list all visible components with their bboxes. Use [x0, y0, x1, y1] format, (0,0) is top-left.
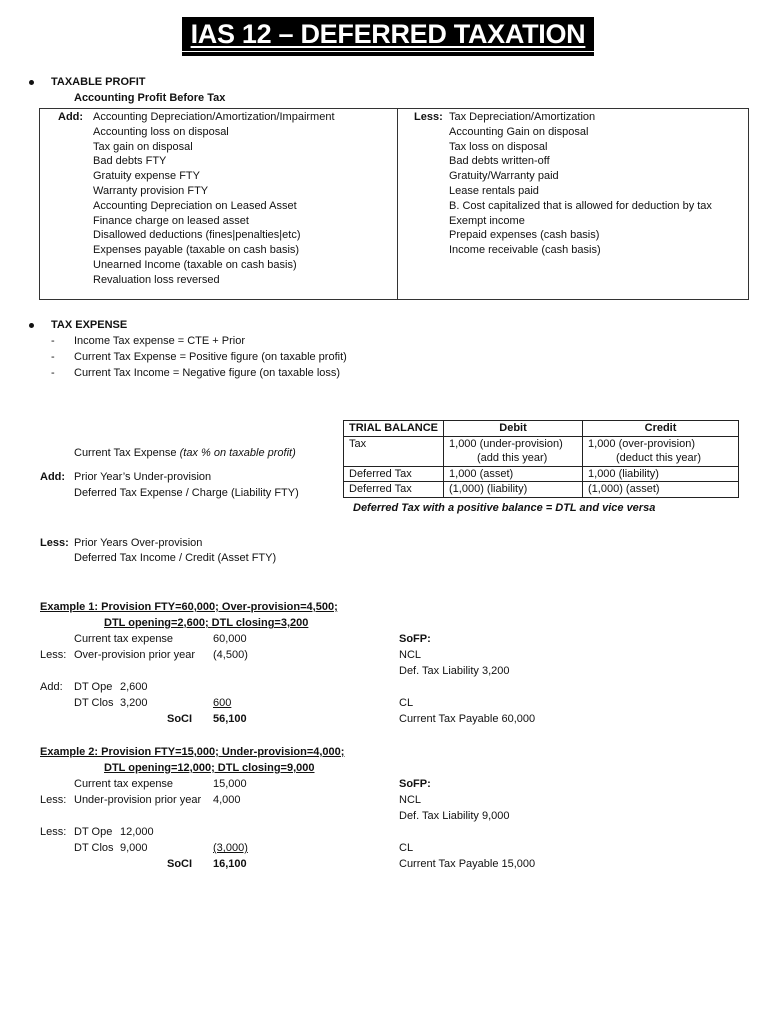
example2-sofp-ctp: Current Tax Payable 15,000	[399, 858, 536, 870]
page-title	[182, 17, 594, 51]
example1-sofp-cl: CL	[399, 697, 414, 709]
list-item: Accounting Gain on disposal	[449, 125, 589, 138]
debit-value: 1,000 (under-provision)	[449, 437, 563, 450]
credit-cell: (1,000) (asset)	[583, 482, 739, 498]
example1-less-value: (4,500)	[213, 649, 248, 661]
list-item: Lease rentals paid	[449, 184, 539, 197]
example1-dt-clos-label: DT Clos	[74, 697, 114, 709]
list-item: Unearned Income (taxable on cash basis)	[93, 258, 297, 271]
dash-icon: -	[51, 335, 55, 347]
credit-cell	[583, 436, 739, 466]
tax-add-item: Deferred Tax Expense / Charge (Liability FTY)	[74, 487, 299, 499]
row-label: Deferred Tax	[344, 466, 444, 482]
title-underline-bar	[182, 52, 594, 56]
less-label: Less:	[40, 537, 69, 549]
example2-dt-ope-label: DT Ope	[74, 826, 113, 838]
example1-less-item: Over-provision prior year	[74, 649, 196, 661]
list-item: Bad debts written-off	[449, 155, 550, 168]
debit-cell: 1,000 (asset)	[444, 466, 583, 482]
example2-less-value: 4,000	[213, 794, 241, 806]
subheading-accounting-profit: Accounting Profit Before Tax	[74, 92, 226, 104]
example2-soci-label: SoCI	[167, 858, 193, 870]
debit-cell	[444, 436, 583, 466]
example2-current-value: 15,000	[213, 778, 247, 790]
list-item: Accounting Depreciation/Amortization/Impairment	[93, 111, 335, 123]
example1-heading-line2	[74, 616, 308, 631]
example1-soci-value: 56,100	[213, 713, 247, 725]
example2-dt-label: Less:	[40, 826, 67, 838]
list-item: Income receivable (cash basis)	[449, 244, 601, 257]
add-label: Add:	[40, 471, 66, 483]
example1-heading-line1: Example 1: Provision FTY=60,000; Over-provision=4,500;	[40, 601, 338, 613]
list-item: Tax gain on disposal	[93, 140, 193, 153]
list-item: Prepaid expenses (cash basis)	[449, 229, 600, 242]
list-item: Accounting Depreciation on Leased Asset	[93, 199, 297, 212]
tax-expense-point: Current Tax Income = Negative figure (on taxable loss)	[74, 367, 341, 379]
list-item: Expenses payable (taxable on cash basis)	[93, 244, 300, 257]
example2-sofp-dtl: Def. Tax Liability 9,000	[399, 810, 510, 822]
example2-current-label: Current tax expense	[74, 778, 174, 790]
tax-expense-point: Current Tax Expense = Positive figure (on taxable profit)	[74, 351, 347, 363]
section-heading-taxable-profit: TAXABLE PROFIT	[51, 76, 146, 88]
current-tax-expense-line	[74, 446, 296, 461]
example2-less-item: Under-provision prior year	[74, 794, 202, 806]
example1-sofp-heading: SoFP:	[399, 633, 431, 645]
example1-sofp-ctp: Current Tax Payable 60,000	[399, 713, 536, 725]
less-items-list	[449, 110, 712, 258]
row-label: Tax	[344, 436, 444, 466]
example1-heading-line2-text: DTL opening=2,600; DTL closing=3,200	[104, 617, 309, 629]
example1-current-label: Current tax expense	[74, 633, 174, 645]
debit-note: (add this year)	[477, 452, 548, 464]
example2-heading-line2	[74, 761, 315, 776]
example2-heading-line2-text: DTL opening=12,000; DTL closing=9,000	[104, 762, 315, 774]
list-item: Revaluation loss reversed	[93, 273, 220, 286]
dash-icon: -	[51, 351, 55, 363]
example1-dt-ope-label: DT Ope	[74, 681, 113, 693]
tax-less-item: Deferred Tax Income / Credit (Asset FTY)	[74, 552, 277, 564]
table-divider	[397, 109, 398, 299]
row-label: Deferred Tax	[344, 482, 444, 498]
list-item: Finance charge on leased asset	[93, 214, 249, 227]
example2-dt-diff: (3,000)	[213, 842, 248, 854]
example1-less-label: Less:	[40, 649, 67, 661]
example2-dt-clos-value: 9,000	[120, 842, 148, 854]
list-item: B. Cost capitalized that is allowed for deduction by tax	[449, 199, 712, 212]
bullet-icon	[29, 80, 34, 85]
example2-dt-clos-label: DT Clos	[74, 842, 114, 854]
debit-cell: (1,000) (liability)	[444, 482, 583, 498]
list-item: Warranty provision FTY	[93, 184, 209, 197]
current-tax-expense-label: Current Tax Expense	[74, 447, 177, 459]
list-item: Tax Depreciation/Amortization	[449, 111, 596, 123]
example1-dt-clos-value: 3,200	[120, 697, 148, 709]
dash-icon: -	[51, 367, 55, 379]
list-item: Exempt income	[449, 214, 525, 227]
example2-less-label: Less:	[40, 794, 67, 806]
table-row	[344, 482, 739, 498]
credit-value: 1,000 (over-provision)	[588, 437, 696, 450]
section-heading-tax-expense: TAX EXPENSE	[51, 319, 128, 331]
list-item: Disallowed deductions (fines|penalties|etc)	[93, 229, 301, 242]
credit-note: (deduct this year)	[616, 452, 701, 464]
column-header: Credit	[583, 421, 739, 437]
bullet-icon	[29, 323, 34, 328]
example2-sofp-cl: CL	[399, 842, 414, 854]
credit-cell: 1,000 (liability)	[583, 466, 739, 482]
list-item: Accounting loss on disposal	[93, 125, 229, 138]
trial-balance-table	[343, 420, 739, 498]
column-header: Debit	[444, 421, 583, 437]
tax-expense-point: Income Tax expense = CTE + Prior	[74, 335, 245, 347]
example1-dt-ope-value: 2,600	[120, 681, 148, 693]
example1-current-value: 60,000	[213, 633, 247, 645]
example1-sofp-dtl: Def. Tax Liability 3,200	[399, 665, 510, 677]
example1-dt-label: Add:	[40, 681, 63, 693]
list-item: Gratuity expense FTY	[93, 170, 200, 183]
example2-sofp-ncl: NCL	[399, 794, 422, 806]
current-tax-expense-note: (tax % on taxable profit)	[179, 447, 296, 459]
page-title-text: IAS 12 – DEFERRED TAXATION	[190, 19, 586, 49]
example2-sofp-heading: SoFP:	[399, 778, 431, 790]
list-item: Gratuity/Warranty paid	[449, 170, 559, 183]
table-row	[344, 466, 739, 482]
add-label: Add:	[58, 111, 84, 123]
example1-sofp-ncl: NCL	[399, 649, 422, 661]
list-item: Tax loss on disposal	[449, 140, 548, 153]
add-items-list	[93, 110, 335, 288]
example2-heading-line1: Example 2: Provision FTY=15,000; Under-provision=4,000;	[40, 746, 345, 758]
example1-soci-label: SoCI	[167, 713, 193, 725]
list-item: Bad debts FTY	[93, 155, 167, 168]
trial-balance-note: Deferred Tax with a positive balance = DTL and vice versa	[353, 502, 656, 514]
tax-add-item: Prior Year’s Under-provision	[74, 471, 212, 483]
example2-soci-value: 16,100	[213, 858, 247, 870]
example1-dt-diff: 600	[213, 697, 232, 709]
table-row	[344, 436, 739, 466]
tax-less-item: Prior Years Over-provision	[74, 537, 203, 549]
column-header: TRIAL BALANCE	[344, 421, 444, 437]
example2-dt-ope-value: 12,000	[120, 826, 154, 838]
less-label: Less:	[414, 111, 443, 123]
taxable-profit-table	[39, 108, 749, 300]
table-header-row	[344, 421, 739, 437]
